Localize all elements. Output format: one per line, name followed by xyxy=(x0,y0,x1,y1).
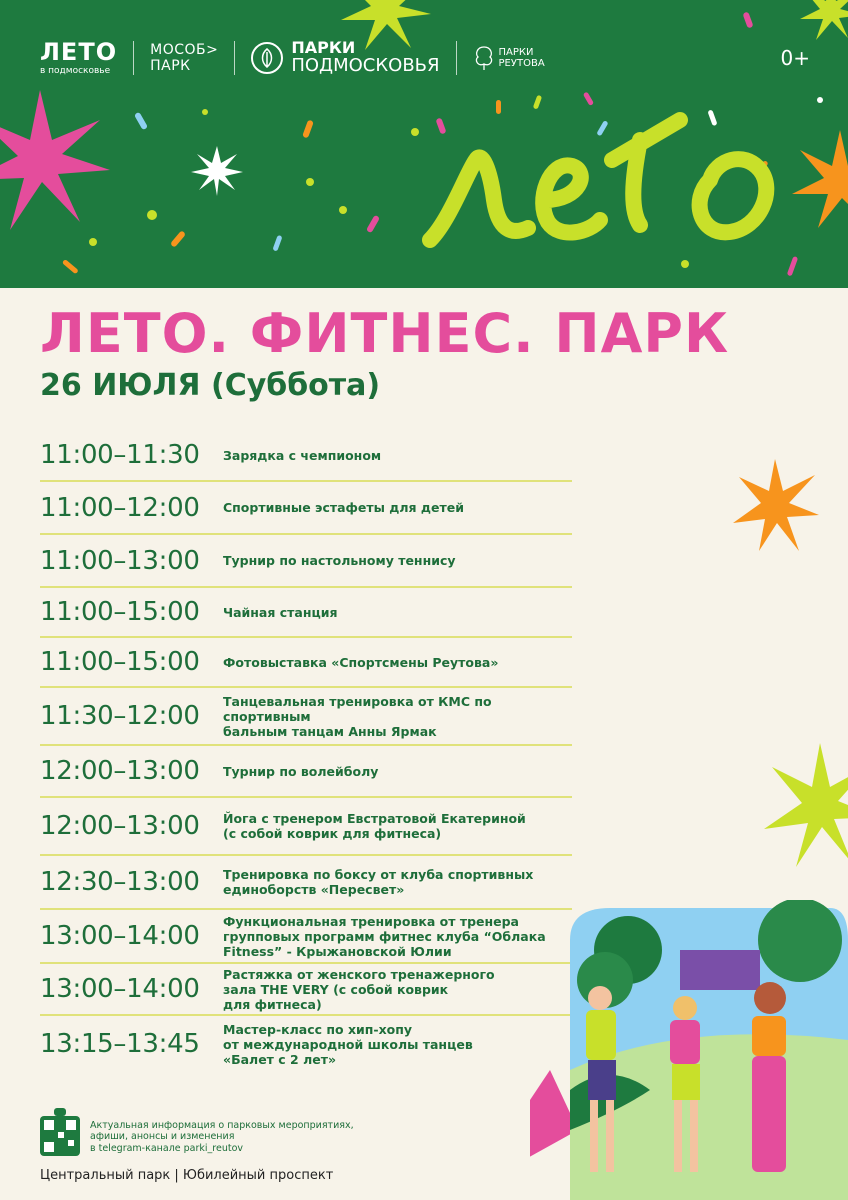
star-icon xyxy=(760,740,848,870)
logo-mosobpark xyxy=(150,42,218,74)
schedule-activity: Функциональная тренировка от тренера групповых программ фитнес клуба “Облака Fitness” - Крыжановской Юлии xyxy=(223,913,546,959)
schedule-activity: Тренировка по боксу от клуба спортивных единоборств «Пересвет» xyxy=(223,867,534,897)
logo-leto xyxy=(40,40,117,76)
schedule-row xyxy=(40,688,572,746)
schedule-row xyxy=(40,964,572,1016)
schedule-time: 13:00–14:00 xyxy=(40,921,200,951)
star-icon xyxy=(0,90,110,230)
schedule-activity: Йога с тренером Евстратовой Екатериной (с собой коврик для фитнеса) xyxy=(223,811,526,841)
schedule-time: 12:00–13:00 xyxy=(40,811,200,841)
schedule-time: 13:15–13:45 xyxy=(40,1029,200,1059)
footer-telegram-info: Актуальная информация о парковых мероприятиях, афиши, анонсы и изменения в telegram-канале parki_reutov xyxy=(90,1120,354,1154)
logo-parki-line1: ПАРКИ xyxy=(291,38,356,58)
schedule-time: 12:00–13:00 xyxy=(40,756,200,786)
schedule-time: 11:00–13:00 xyxy=(40,545,200,576)
leaf-icon xyxy=(251,42,283,74)
schedule-row xyxy=(40,856,572,910)
logo-leto-subtext: в подмосковье xyxy=(40,66,111,76)
athletes-illustration xyxy=(530,900,848,1200)
header-banner xyxy=(0,0,848,288)
logo-reutov-line2: РЕУТОВА xyxy=(498,58,545,69)
age-rating: 0+ xyxy=(780,46,810,70)
schedule-row xyxy=(40,588,572,638)
qr-code-icon[interactable] xyxy=(40,1106,80,1156)
event-title: ЛЕТО. ФИТНЕС. ПАРК xyxy=(40,302,730,365)
logo-divider xyxy=(234,41,235,75)
schedule-row xyxy=(40,1016,572,1072)
schedule-activity: Танцевальная тренировка от КМС по спортивным бальным танцам Анны Ярмак xyxy=(223,693,492,739)
schedule-row xyxy=(40,535,572,588)
schedule-activity: Чайная станция xyxy=(223,604,338,620)
schedule-activity: Фотовыставка «Спортсмены Реутова» xyxy=(223,654,499,670)
schedule-time: 12:30–13:00 xyxy=(40,867,200,897)
logo-parki-podmoskovya xyxy=(251,40,439,76)
schedule-time: 11:00–15:00 xyxy=(40,597,200,627)
star-icon xyxy=(191,146,243,196)
logo-mosob-line1: МОСОБ> xyxy=(150,41,219,58)
footer-location: Центральный парк | Юбилейный проспект xyxy=(40,1168,334,1183)
star-icon xyxy=(792,130,848,228)
star-icon xyxy=(730,455,820,555)
logo-parki-reutova xyxy=(473,45,545,71)
event-date: 26 ИЮЛЯ (Суббота) xyxy=(40,368,381,403)
schedule-activity: Растяжка от женского тренажерного зала THE VERY (с собой коврик для фитнеса) xyxy=(223,966,495,1012)
schedule-time: 11:30–12:00 xyxy=(40,701,200,731)
schedule-time: 11:00–15:00 xyxy=(40,647,200,677)
star-icon xyxy=(800,0,848,40)
schedule-list xyxy=(40,430,572,1072)
schedule-time: 13:00–14:00 xyxy=(40,974,200,1004)
schedule-row xyxy=(40,910,572,964)
schedule-row xyxy=(40,746,572,798)
logo-reutov-line1: ПАРКИ xyxy=(498,47,534,58)
schedule-activity: Турнир по волейболу xyxy=(223,763,379,779)
schedule-row xyxy=(40,798,572,856)
tree-icon xyxy=(473,45,495,71)
logo-parki-line2: ПОДМОСКОВЬЯ xyxy=(291,55,440,77)
logo-divider xyxy=(456,41,457,75)
schedule-row xyxy=(40,430,572,482)
logo-mosob-line2: ПАРК xyxy=(150,58,191,74)
schedule-activity: Турнир по настольному теннису xyxy=(223,553,456,568)
logo-divider xyxy=(133,41,134,75)
schedule-row xyxy=(40,638,572,688)
schedule-activity: Зарядка с чемпионом xyxy=(223,447,382,463)
schedule-time: 11:00–12:00 xyxy=(40,492,200,523)
schedule-time: 11:00–11:30 xyxy=(40,440,200,470)
schedule-row xyxy=(40,482,572,535)
hero-lettering xyxy=(430,120,766,240)
logo-leto-text: ЛЕТО xyxy=(40,38,118,66)
schedule-activity: Мастер-класс по хип-хопу от международной школы танцев «Балет с 2 лет» xyxy=(223,1021,473,1067)
partner-logos xyxy=(40,36,545,80)
schedule-activity: Спортивные эстафеты для детей xyxy=(223,500,464,515)
